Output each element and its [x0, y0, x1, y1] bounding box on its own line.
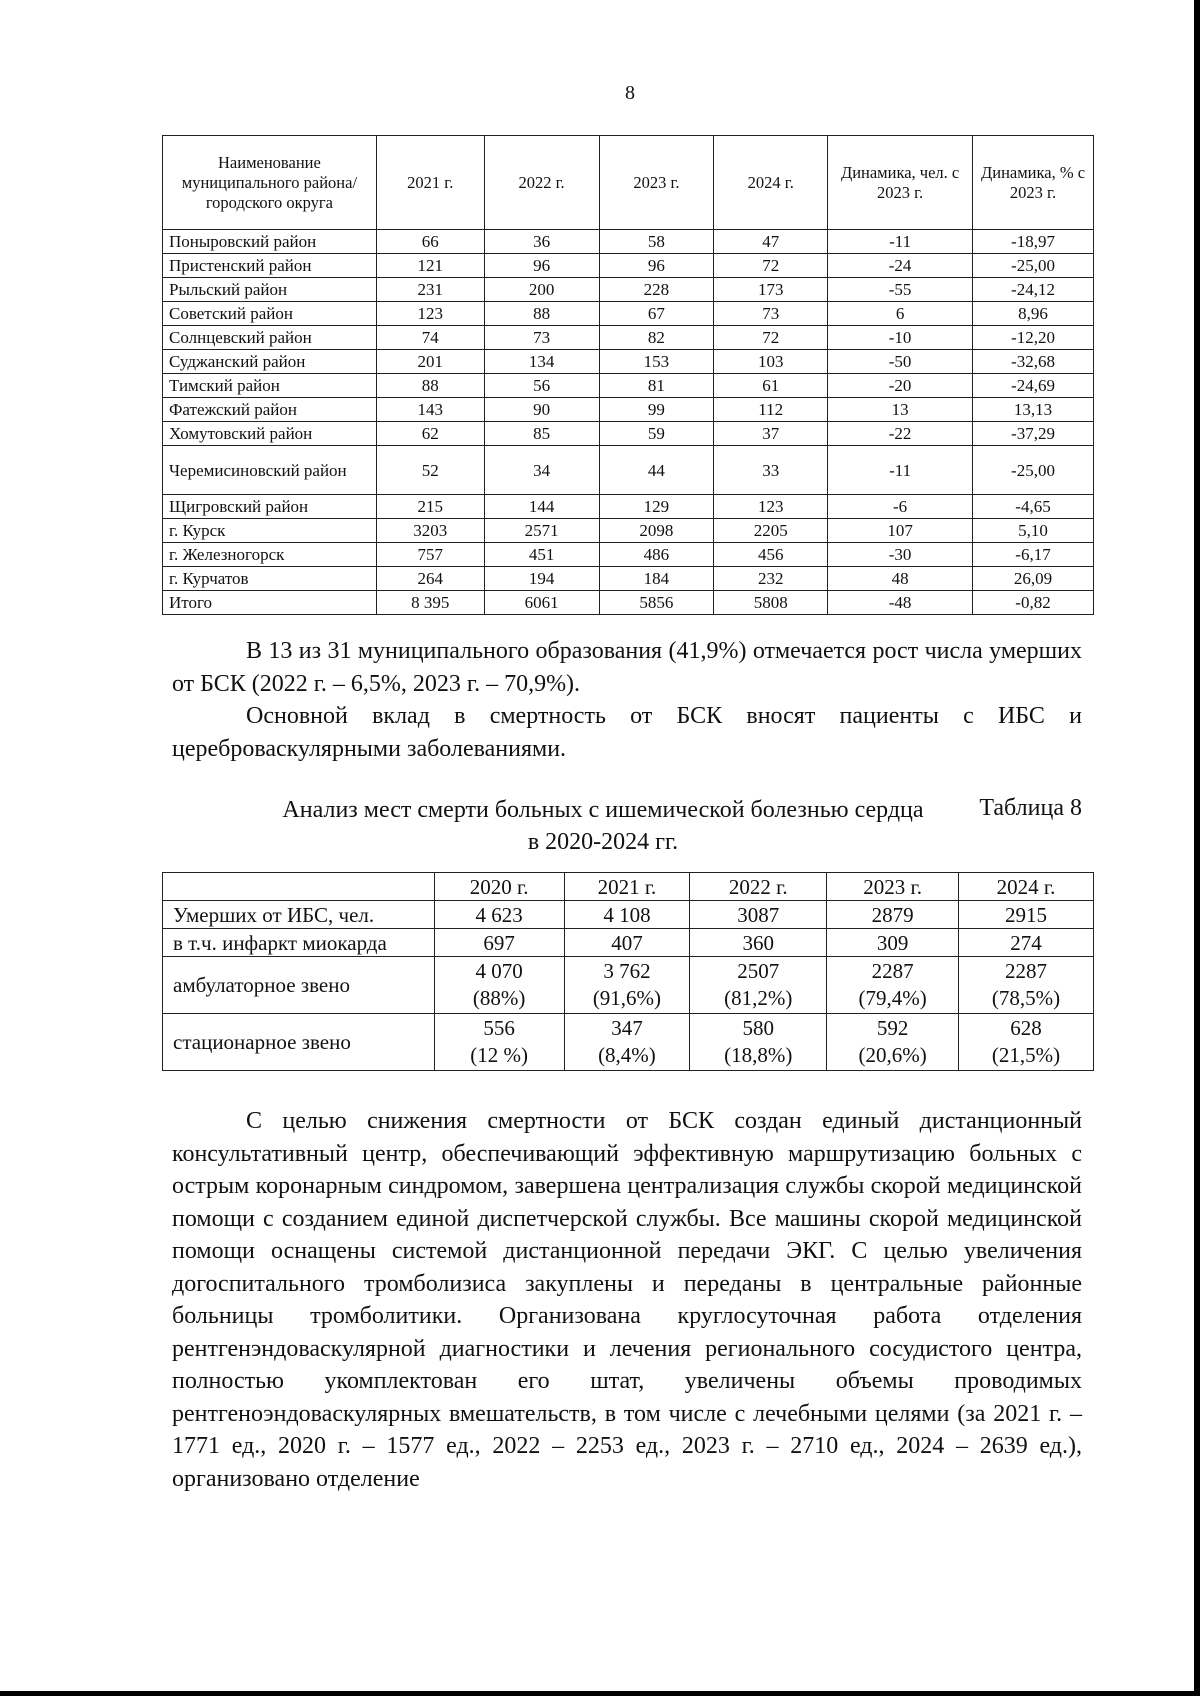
value-cell — [434, 901, 564, 929]
table-row — [163, 543, 1094, 567]
row-name-cell: Советский район — [163, 302, 377, 326]
column-header — [163, 873, 435, 901]
value-cell: 121 — [376, 254, 484, 278]
table-row — [163, 446, 1094, 495]
cell-value: 4 070 — [475, 959, 523, 983]
table-header-row — [163, 136, 1094, 230]
value-cell: 59 — [599, 422, 714, 446]
row-name-cell: Поныровский район — [163, 230, 377, 254]
value-cell: -24,69 — [973, 374, 1094, 398]
value-cell — [690, 901, 827, 929]
cell-percent: (12 %) — [470, 1043, 528, 1067]
row-name-cell: г. Курск — [163, 519, 377, 543]
table-row — [163, 350, 1094, 374]
value-cell: 8,96 — [973, 302, 1094, 326]
column-header: 2023 г. — [599, 136, 714, 230]
value-cell: 228 — [599, 278, 714, 302]
cell-percent: (20,6%) — [858, 1043, 927, 1067]
value-cell: 486 — [599, 543, 714, 567]
value-cell: 62 — [376, 422, 484, 446]
value-cell: 129 — [599, 495, 714, 519]
value-cell: -50 — [828, 350, 973, 374]
row-name-cell: Итого — [163, 591, 377, 615]
value-cell: 44 — [599, 446, 714, 495]
value-cell: 194 — [484, 567, 599, 591]
row-name-cell: Черемисиновский район — [163, 446, 377, 495]
column-header: 2024 г. — [959, 873, 1094, 901]
cell-value: 628 — [1010, 1016, 1042, 1040]
cell-value: 347 — [611, 1016, 643, 1040]
column-header: 2022 г. — [690, 873, 827, 901]
row-name-cell: амбулаторное звено — [163, 957, 435, 1014]
cell-value: 4 108 — [603, 902, 651, 927]
cell-value: 407 — [611, 930, 643, 955]
row-name-cell: г. Курчатов — [163, 567, 377, 591]
value-cell: 96 — [484, 254, 599, 278]
value-cell: 72 — [714, 254, 828, 278]
value-cell — [827, 957, 959, 1014]
value-cell: 37 — [714, 422, 828, 446]
value-cell: 88 — [376, 374, 484, 398]
cell-value: 360 — [742, 930, 775, 955]
value-cell: 5856 — [599, 591, 714, 615]
value-cell: 13,13 — [973, 398, 1094, 422]
row-name-cell: Суджанский район — [163, 350, 377, 374]
value-cell: 58 — [599, 230, 714, 254]
value-cell: 73 — [484, 326, 599, 350]
value-cell — [564, 901, 690, 929]
cell-value: 3 762 — [603, 959, 651, 983]
value-cell — [690, 1014, 827, 1071]
cell-value: 4 623 — [475, 902, 523, 927]
value-cell — [959, 1014, 1094, 1071]
value-cell: 74 — [376, 326, 484, 350]
cell-value: 2287 — [871, 959, 914, 983]
cell-value: 2915 — [1005, 902, 1048, 927]
value-cell: 123 — [714, 495, 828, 519]
row-name-cell: г. Железногорск — [163, 543, 377, 567]
value-cell — [959, 929, 1094, 957]
cell-value: 697 — [483, 930, 515, 955]
cell-value: 580 — [742, 1016, 775, 1040]
value-cell: 264 — [376, 567, 484, 591]
value-cell: 153 — [599, 350, 714, 374]
value-cell: 201 — [376, 350, 484, 374]
value-cell: -6,17 — [973, 543, 1094, 567]
value-cell: 61 — [714, 374, 828, 398]
column-header: Наименование муниципального района/ городского округа — [163, 136, 377, 230]
table-row — [163, 254, 1094, 278]
value-cell: -32,68 — [973, 350, 1094, 374]
table-row — [163, 422, 1094, 446]
paragraph: С целью снижения смертности от БСК создан единый дистанционный консультативный центр, обеспечивающий эффективную маршрутизацию больных с острым коронарным синдромом, завершена централизация службы скорой медицинской помощи с созданием единой диспетчерской службы. Все машины скорой медицинской помощи оснащены системой дистанционной передачи ЭКГ. С целью увеличения догоспитального тромболизиса закуплены и переданы в центральные районные больницы тромболитики. Организована круглосуточная работа отделения рентгенэндоваскулярной диагностики и лечения регионального сосудистого центра, полностью укомплектован его штат, увеличены объемы проводимых рентгеноэндоваскулярных вмешательств, в том числе с лечебными целями (за 2021 г. – 1771 ед., 2020 г. – 1577 ед., 2022 – 2253 ед., 2023 г. – 2710 ед., 2024 – 2639 ед.), организовано отделение — [172, 1108, 1082, 1492]
value-cell: 81 — [599, 374, 714, 398]
value-cell: 215 — [376, 495, 484, 519]
value-cell: 33 — [714, 446, 828, 495]
value-cell — [564, 929, 690, 957]
paragraph: Основной вклад в смертность от БСК вносят пациенты с ИБС и цереброваскулярными заболеваниями. — [172, 703, 1082, 762]
value-cell: -18,97 — [973, 230, 1094, 254]
value-cell: -48 — [828, 591, 973, 615]
table-row — [163, 591, 1094, 615]
value-cell: -25,00 — [973, 446, 1094, 495]
value-cell: -0,82 — [973, 591, 1094, 615]
value-cell: 451 — [484, 543, 599, 567]
value-cell: 52 — [376, 446, 484, 495]
value-cell: 36 — [484, 230, 599, 254]
column-header: 2022 г. — [484, 136, 599, 230]
table-row — [163, 230, 1094, 254]
page-edge — [0, 1691, 1200, 1696]
value-cell: 5808 — [714, 591, 828, 615]
value-cell: 5,10 — [973, 519, 1094, 543]
row-name-cell: Рыльский район — [163, 278, 377, 302]
table-row — [163, 326, 1094, 350]
value-cell — [564, 957, 690, 1014]
value-cell — [827, 1014, 959, 1071]
row-name-cell: Щигровский район — [163, 495, 377, 519]
value-cell: -12,20 — [973, 326, 1094, 350]
value-cell — [827, 929, 959, 957]
column-header: 2024 г. — [714, 136, 828, 230]
value-cell: 47 — [714, 230, 828, 254]
table-header-row — [163, 873, 1094, 901]
value-cell: 184 — [599, 567, 714, 591]
value-cell: 2571 — [484, 519, 599, 543]
table-row — [163, 567, 1094, 591]
value-cell: 6 — [828, 302, 973, 326]
value-cell: 107 — [828, 519, 973, 543]
cell-percent: (8,4%) — [598, 1043, 656, 1067]
value-cell: 6061 — [484, 591, 599, 615]
table-title: в 2020-2024 гг. — [527, 829, 679, 855]
value-cell: 85 — [484, 422, 599, 446]
page-edge — [1194, 0, 1200, 1696]
cell-value: 2879 — [871, 902, 914, 927]
value-cell: -10 — [828, 326, 973, 350]
mortality-by-district-table — [162, 135, 1094, 615]
value-cell: 88 — [484, 302, 599, 326]
value-cell: 67 — [599, 302, 714, 326]
value-cell: 8 395 — [376, 591, 484, 615]
value-cell: 144 — [484, 495, 599, 519]
table-row — [163, 278, 1094, 302]
row-name-cell: стационарное звено — [163, 1014, 435, 1071]
value-cell: 96 — [599, 254, 714, 278]
value-cell — [959, 957, 1094, 1014]
value-cell — [434, 957, 564, 1014]
row-name-cell: Фатежский район — [163, 398, 377, 422]
table-title: Анализ мест смерти больных с ишемической болезнью сердца — [282, 797, 924, 823]
cell-percent: (81,2%) — [724, 986, 793, 1010]
value-cell: 231 — [376, 278, 484, 302]
column-header: 2021 г. — [564, 873, 690, 901]
value-cell: -37,29 — [973, 422, 1094, 446]
value-cell: -11 — [828, 446, 973, 495]
column-header: 2023 г. — [827, 873, 959, 901]
cell-value: 556 — [483, 1016, 515, 1040]
table-row — [163, 519, 1094, 543]
table-row — [163, 398, 1094, 422]
value-cell: 456 — [714, 543, 828, 567]
cell-percent: (88%) — [472, 986, 526, 1010]
value-cell: 26,09 — [973, 567, 1094, 591]
value-cell: 2098 — [599, 519, 714, 543]
value-cell: 232 — [714, 567, 828, 591]
value-cell: -24,12 — [973, 278, 1094, 302]
column-header: Динамика, % с 2023 г. — [973, 136, 1094, 230]
cell-value: 592 — [876, 1016, 909, 1040]
table-row — [163, 1014, 1094, 1071]
table-label: Таблица 8 — [979, 795, 1082, 821]
ihd-death-places-table — [162, 872, 1094, 1071]
value-cell: 757 — [376, 543, 484, 567]
column-header: Динамика, чел. с 2023 г. — [828, 136, 973, 230]
value-cell: -4,65 — [973, 495, 1094, 519]
row-name-cell: Тимский район — [163, 374, 377, 398]
table-row — [163, 901, 1094, 929]
cell-value: 2507 — [737, 959, 780, 983]
value-cell: 3203 — [376, 519, 484, 543]
value-cell: 48 — [828, 567, 973, 591]
row-name-cell: в т.ч. инфаркт миокарда — [163, 929, 435, 957]
value-cell — [434, 1014, 564, 1071]
value-cell: 82 — [599, 326, 714, 350]
value-cell: 13 — [828, 398, 973, 422]
paragraph: В 13 из 31 муниципального образования (41,9%) отмечается рост числа умерших от БСК (2022 г. – 6,5%, 2023 г. – 70,9%). — [172, 638, 1082, 697]
value-cell: 2205 — [714, 519, 828, 543]
value-cell: -20 — [828, 374, 973, 398]
cell-percent: (91,6%) — [592, 986, 662, 1010]
table-row — [163, 929, 1094, 957]
value-cell: 66 — [376, 230, 484, 254]
value-cell: 56 — [484, 374, 599, 398]
row-name-cell: Умерших от ИБС, чел. — [163, 901, 435, 929]
table-row — [163, 957, 1094, 1014]
value-cell — [690, 929, 827, 957]
page-number: 8 — [625, 82, 635, 104]
row-name-cell: Пристенский район — [163, 254, 377, 278]
column-header: 2020 г. — [434, 873, 564, 901]
cell-percent: (79,4%) — [858, 986, 927, 1010]
value-cell: 123 — [376, 302, 484, 326]
value-cell — [564, 1014, 690, 1071]
cell-percent: (21,5%) — [991, 1043, 1061, 1067]
cell-value: 309 — [876, 930, 909, 955]
cell-percent: (18,8%) — [724, 1043, 793, 1067]
value-cell: -6 — [828, 495, 973, 519]
column-header: 2021 г. — [376, 136, 484, 230]
value-cell: 73 — [714, 302, 828, 326]
value-cell: 173 — [714, 278, 828, 302]
cell-value: 274 — [1010, 930, 1042, 955]
value-cell — [690, 957, 827, 1014]
table-row — [163, 374, 1094, 398]
value-cell: 200 — [484, 278, 599, 302]
value-cell: 34 — [484, 446, 599, 495]
value-cell: -55 — [828, 278, 973, 302]
row-name-cell: Хомутовский район — [163, 422, 377, 446]
value-cell: 143 — [376, 398, 484, 422]
cell-percent: (78,5%) — [991, 986, 1061, 1010]
value-cell: 99 — [599, 398, 714, 422]
row-name-cell: Солнцевский район — [163, 326, 377, 350]
value-cell: -24 — [828, 254, 973, 278]
value-cell — [434, 929, 564, 957]
cell-value: 2287 — [1005, 959, 1048, 983]
table-row — [163, 302, 1094, 326]
value-cell: -30 — [828, 543, 973, 567]
value-cell: -22 — [828, 422, 973, 446]
value-cell: 112 — [714, 398, 828, 422]
value-cell: 103 — [714, 350, 828, 374]
value-cell: -25,00 — [973, 254, 1094, 278]
value-cell — [827, 901, 959, 929]
value-cell: -11 — [828, 230, 973, 254]
table-row — [163, 495, 1094, 519]
value-cell: 72 — [714, 326, 828, 350]
cell-value: 3087 — [737, 902, 780, 927]
value-cell: 90 — [484, 398, 599, 422]
value-cell — [959, 901, 1094, 929]
value-cell: 134 — [484, 350, 599, 374]
